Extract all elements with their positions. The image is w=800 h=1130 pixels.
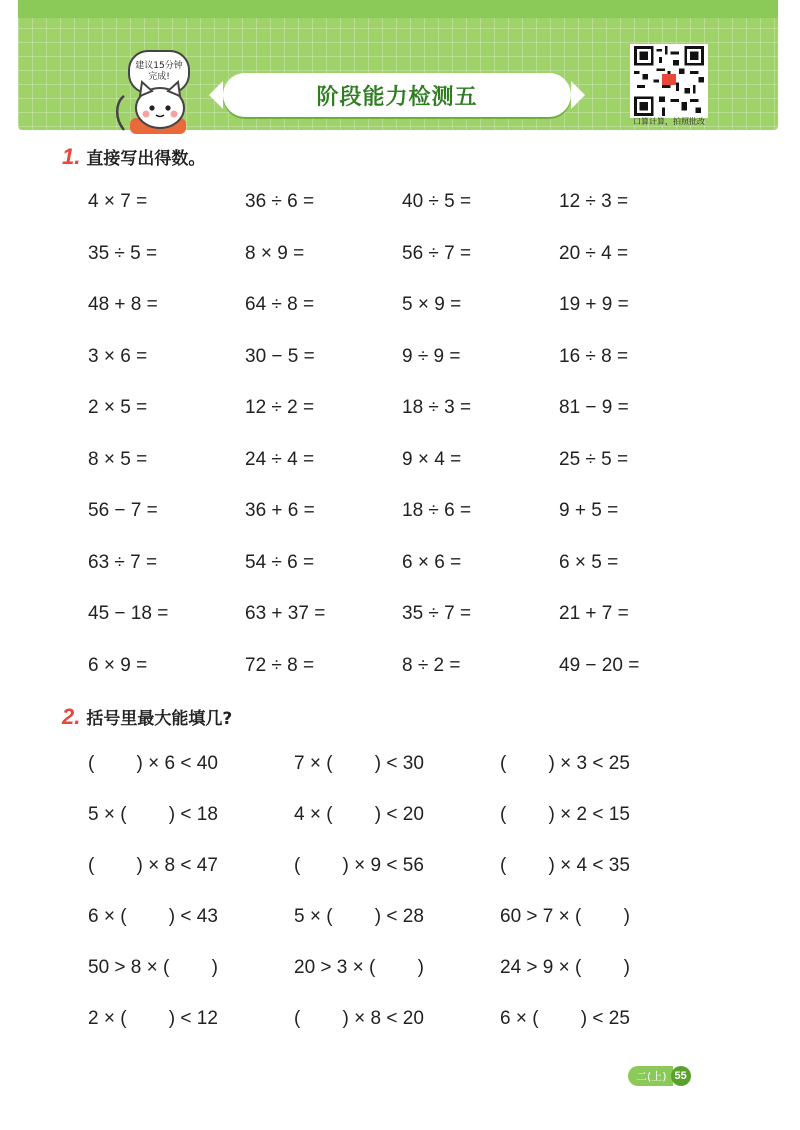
bracket-exercise: 2 × ( ) < 12 xyxy=(88,1008,218,1029)
calc-exercise: 48 + 8 = xyxy=(88,294,158,315)
calc-exercise: 30 − 5 = xyxy=(245,345,315,367)
bracket-exercise: ( ) × 8 < 20 xyxy=(294,1008,424,1029)
calc-exercise: 9 × 4 = xyxy=(402,448,462,470)
calc-exercise: 45 − 18 = xyxy=(88,603,169,624)
calc-exercise: 19 + 9 = xyxy=(559,294,629,315)
calc-exercise: 56 ÷ 7 = xyxy=(402,242,472,264)
calc-exercise: 6 × 9 = xyxy=(88,654,148,676)
calc-exercise: 20 ÷ 4 = xyxy=(559,242,629,264)
direct-calc-grid xyxy=(88,188,728,703)
calc-exercise: 2 × 5 = xyxy=(88,397,148,418)
bracket-exercise: ( ) × 4 < 35 xyxy=(500,855,630,876)
calc-exercise: 3 × 6 = xyxy=(88,345,148,367)
page-footer xyxy=(628,1066,691,1086)
section-1-number: 1. xyxy=(62,144,81,169)
calc-exercise: 8 ÷ 2 = xyxy=(402,654,461,676)
qr-code-icon[interactable] xyxy=(630,44,708,118)
calc-exercise: 63 + 37 = xyxy=(245,603,326,624)
calc-exercise: 9 ÷ 9 = xyxy=(402,345,461,367)
calc-exercise: 54 ÷ 6 = xyxy=(245,551,315,573)
calc-exercise: 81 − 9 = xyxy=(559,397,629,418)
calc-exercise: 18 ÷ 6 = xyxy=(402,500,472,521)
calc-exercise: 12 ÷ 3 = xyxy=(559,191,629,212)
bracket-exercise: 60 > 7 × ( ) xyxy=(500,906,630,927)
bracket-exercise: 50 > 8 × ( ) xyxy=(88,957,218,978)
calc-exercise: 12 ÷ 2 = xyxy=(245,397,315,418)
calc-exercise: 25 ÷ 5 = xyxy=(559,448,629,470)
bubble-line-2: 完成! xyxy=(148,72,170,82)
bracket-exercise: 7 × ( ) < 30 xyxy=(294,753,424,774)
cat-mascot-icon xyxy=(110,78,200,134)
section-2-title: 括号里最大能填几? xyxy=(86,709,233,729)
header-banner xyxy=(18,0,778,130)
bracket-exercise: 6 × ( ) < 25 xyxy=(500,1008,630,1029)
calc-exercise: 6 × 5 = xyxy=(559,551,619,573)
calc-exercise: 56 − 7 = xyxy=(88,500,158,521)
grade-label: 二(上) xyxy=(628,1066,673,1086)
calc-exercise: 18 ÷ 3 = xyxy=(402,397,472,418)
section-1-title: 直接写出得数。 xyxy=(86,149,206,169)
bracket-exercise: ( ) × 3 < 25 xyxy=(500,753,630,774)
qr-caption: 口算计算，拍照批改 xyxy=(633,117,705,126)
calc-exercise: 35 ÷ 7 = xyxy=(402,603,472,624)
bracket-exercise: ( ) × 2 < 15 xyxy=(500,804,630,825)
section-2-heading xyxy=(62,704,232,730)
title-banner xyxy=(223,73,571,117)
calc-exercise: 35 ÷ 5 = xyxy=(88,242,158,264)
calc-exercise: 64 ÷ 8 = xyxy=(245,294,315,315)
calc-exercise: 72 ÷ 8 = xyxy=(245,654,315,676)
calc-exercise: 24 ÷ 4 = xyxy=(245,448,315,470)
calc-exercise: 16 ÷ 8 = xyxy=(559,345,629,367)
bubble-line-1: 建议15分钟 xyxy=(135,61,183,71)
calc-exercise: 21 + 7 = xyxy=(559,603,629,624)
page-number: 55 xyxy=(671,1066,691,1086)
bracket-exercise: ( ) × 8 < 47 xyxy=(88,855,218,876)
calc-exercise: 63 ÷ 7 = xyxy=(88,551,158,573)
calc-exercise: 40 ÷ 5 = xyxy=(402,191,472,212)
bracket-exercise: 6 × ( ) < 43 xyxy=(88,906,218,927)
calc-exercise: 5 × 9 = xyxy=(402,294,462,315)
bracket-exercise: 24 > 9 × ( ) xyxy=(500,957,630,978)
bracket-fill-grid xyxy=(88,750,728,1056)
calc-exercise: 8 × 5 = xyxy=(88,448,148,470)
calc-exercise: 4 × 7 = xyxy=(88,191,148,212)
bracket-exercise: 5 × ( ) < 28 xyxy=(294,906,424,927)
calc-exercise: 9 + 5 = xyxy=(559,500,619,521)
bracket-exercise: 4 × ( ) < 20 xyxy=(294,804,424,825)
calc-exercise: 36 + 6 = xyxy=(245,500,315,521)
bracket-exercise: ( ) × 6 < 40 xyxy=(88,753,218,774)
section-1-heading xyxy=(62,144,205,170)
calc-exercise: 49 − 20 = xyxy=(559,654,640,676)
page-title: 阶段能力检测五 xyxy=(316,84,478,110)
bracket-exercise: 5 × ( ) < 18 xyxy=(88,804,218,825)
section-2-number: 2. xyxy=(62,704,81,729)
header-top-strip xyxy=(18,0,778,18)
bracket-exercise: ( ) × 9 < 56 xyxy=(294,855,424,876)
calc-exercise: 8 × 9 = xyxy=(245,242,305,264)
calc-exercise: 6 × 6 = xyxy=(402,551,462,573)
bracket-exercise: 20 > 3 × ( ) xyxy=(294,957,424,978)
calc-exercise: 36 ÷ 6 = xyxy=(245,191,315,212)
